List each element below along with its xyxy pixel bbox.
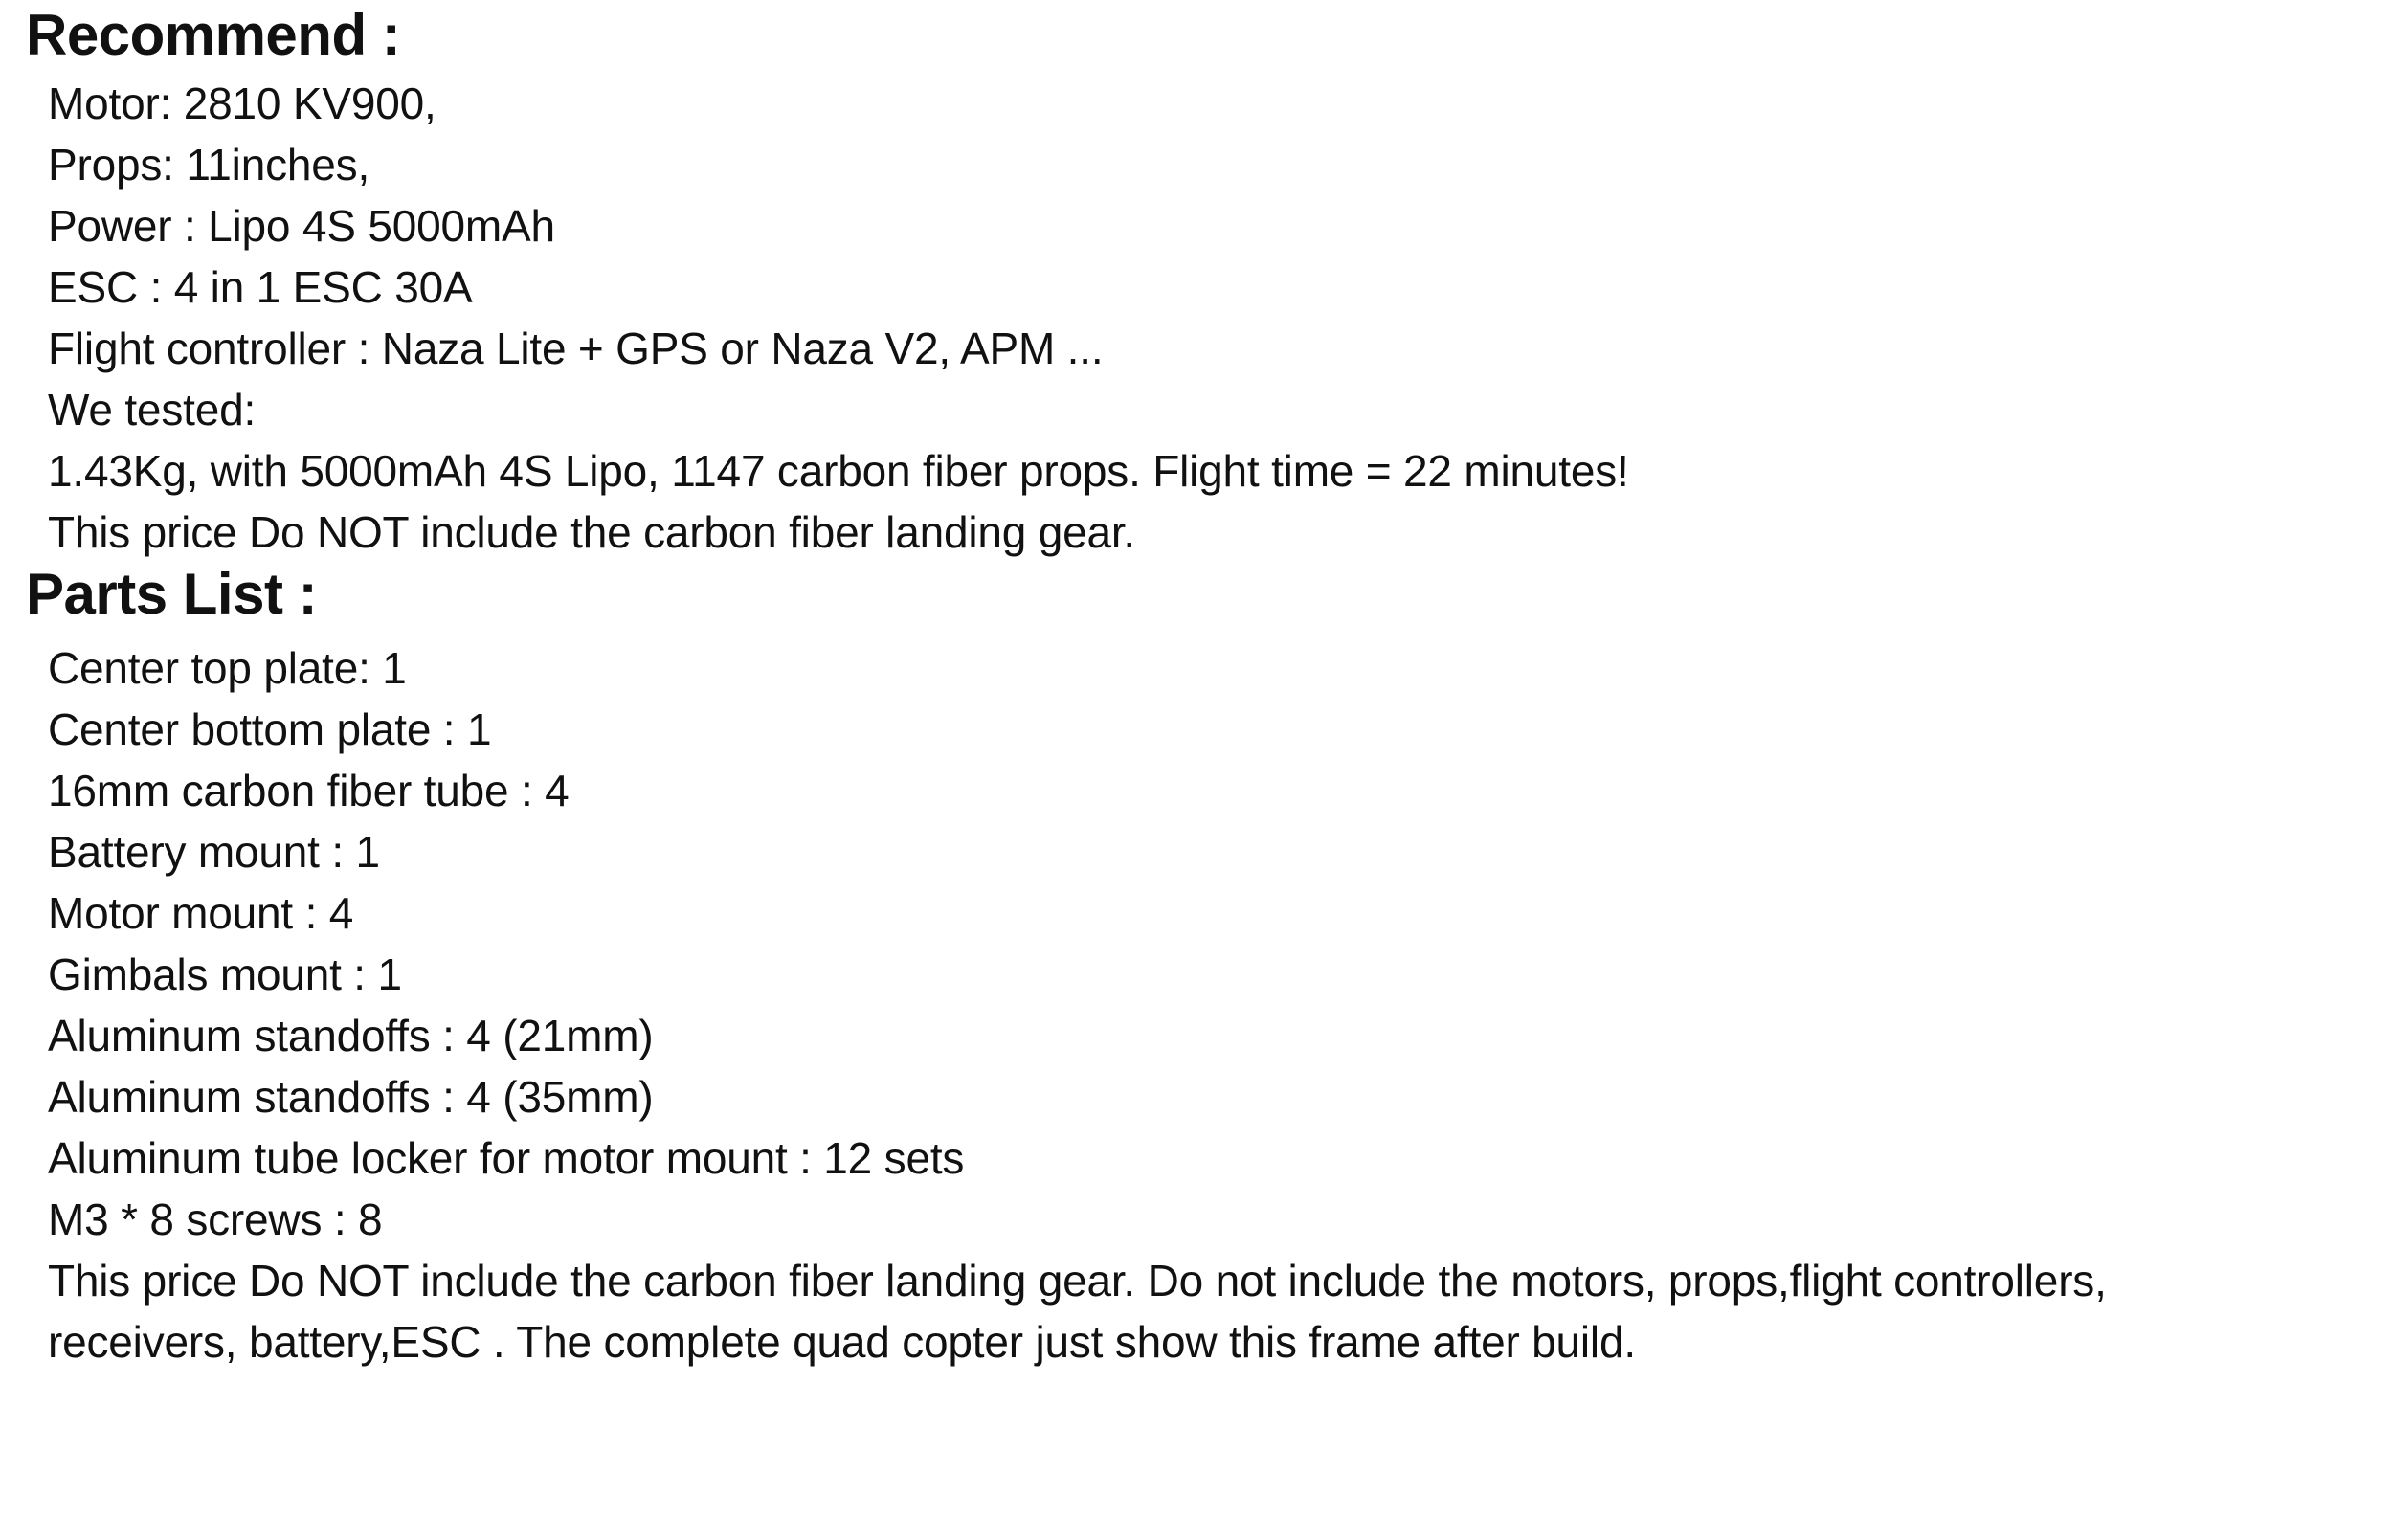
part-item: Battery mount : 1 bbox=[48, 827, 380, 877]
part-item: Aluminum standoffs : 4 (35mm) bbox=[48, 1072, 654, 1122]
parts-price-note-line-1: This price Do NOT include the carbon fiber landing gear. Do not include the motors, props,flight controllers, bbox=[48, 1256, 2107, 1306]
recommend-price-note: This price Do NOT include the carbon fiber landing gear. bbox=[48, 507, 1136, 557]
recommend-motor: Motor: 2810 KV900, bbox=[48, 78, 436, 128]
part-item: Aluminum standoffs : 4 (21mm) bbox=[48, 1011, 654, 1060]
parts-heading: Parts List : bbox=[26, 562, 318, 626]
part-item: Motor mount : 4 bbox=[48, 888, 354, 938]
recommend-esc: ESC : 4 in 1 ESC 30A bbox=[48, 262, 473, 312]
recommend-props: Props: 11inches, bbox=[48, 140, 370, 190]
part-item: Center top plate: 1 bbox=[48, 643, 407, 693]
part-item: 16mm carbon fiber tube : 4 bbox=[48, 766, 570, 815]
recommend-list bbox=[48, 73, 1629, 563]
recommend-test-result: 1.43Kg, with 5000mAh 4S Lipo, 1147 carbon fiber props. Flight time = 22 minutes! bbox=[48, 446, 1629, 496]
part-item: Gimbals mount : 1 bbox=[48, 949, 402, 999]
recommend-power: Power : Lipo 4S 5000mAh bbox=[48, 201, 555, 251]
part-item: Center bottom plate : 1 bbox=[48, 704, 492, 754]
recommend-tested-label: We tested: bbox=[48, 385, 257, 435]
part-item: Aluminum tube locker for motor mount : 12 sets bbox=[48, 1133, 965, 1183]
parts-list bbox=[48, 637, 2107, 1373]
recommend-flight-controller: Flight controller : Naza Lite + GPS or Naza V2, APM ... bbox=[48, 324, 1104, 373]
parts-price-note-line-2: receivers, battery,ESC . The complete quad copter just show this frame after build. bbox=[48, 1317, 1636, 1367]
part-item: M3 * 8 screws : 8 bbox=[48, 1194, 383, 1244]
recommend-heading: Recommend : bbox=[26, 3, 401, 67]
